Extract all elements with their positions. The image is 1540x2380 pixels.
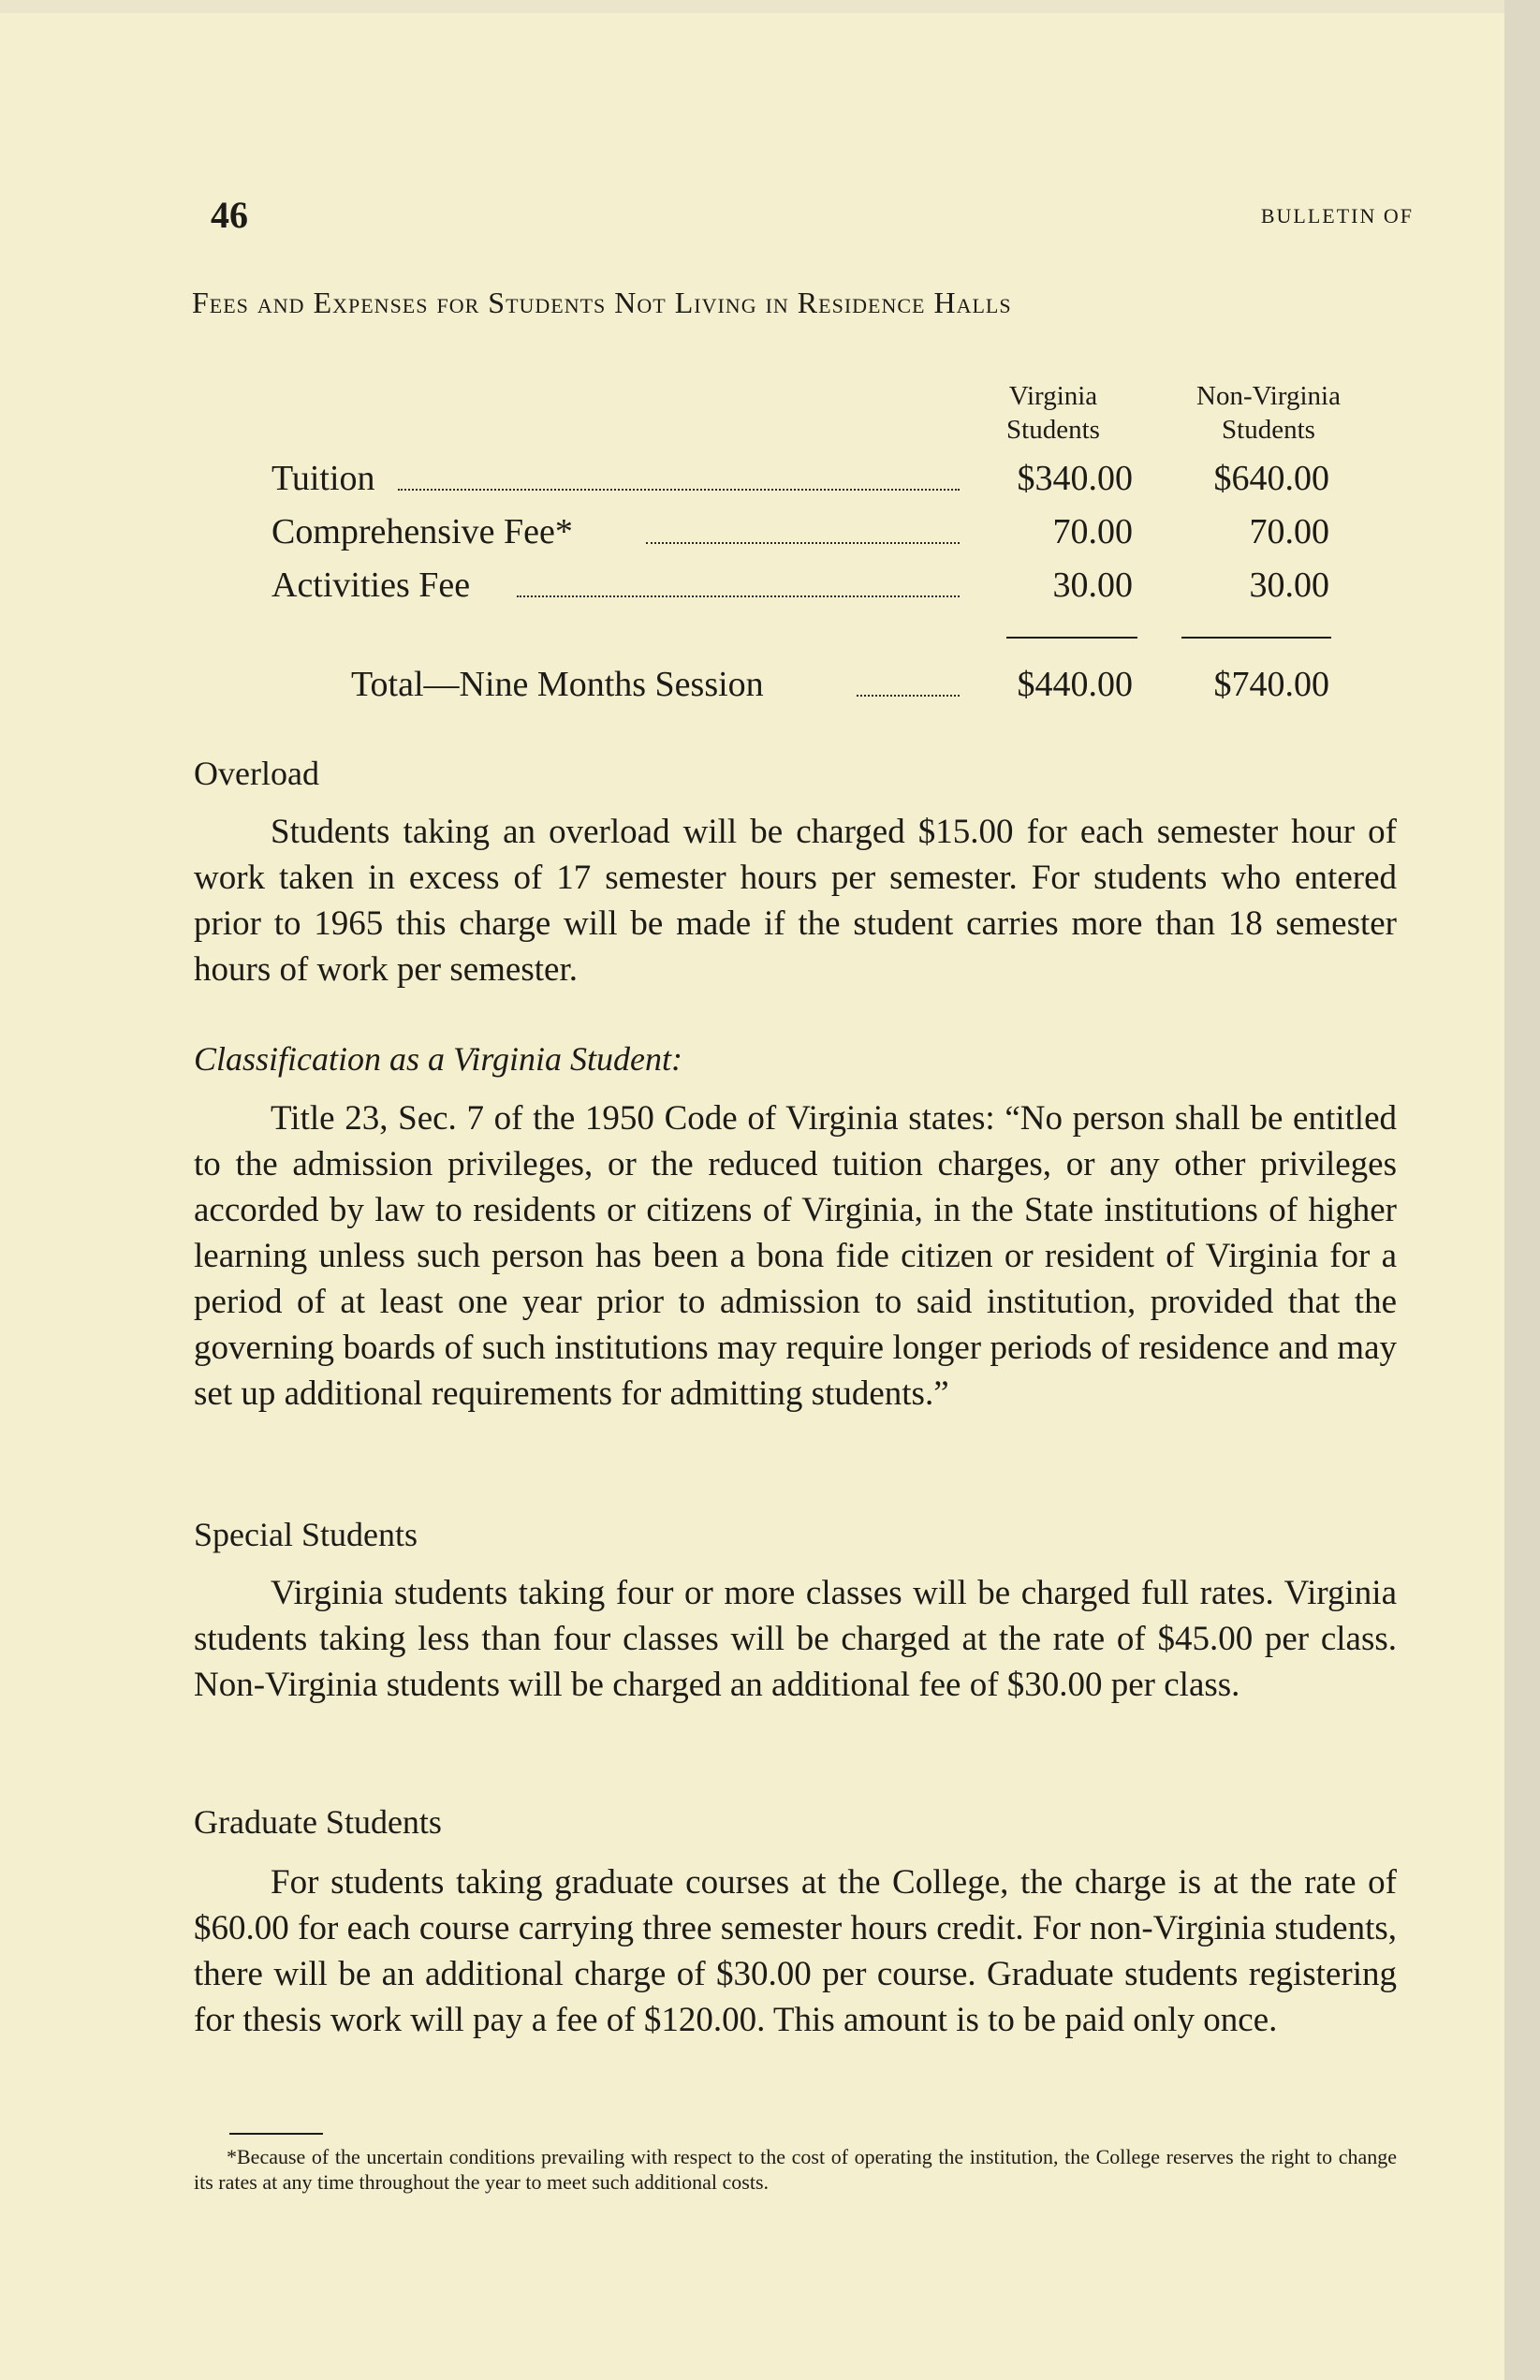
column-header-line: Students <box>1222 415 1315 445</box>
fee-label: Tuition <box>271 459 375 498</box>
fee-value-non-virginia: 30.00 <box>1249 566 1329 605</box>
overload-text: Students taking an overload will be charged $15.00 for each semester hour of work taken in excess of 17 semester hours per semester. For students who entered prior to 1965 this charge will be made if the student carries more than 18 semester hours of work per semester. <box>194 813 1397 989</box>
footnote: *Because of the uncertain conditions prevailing with respect to the cost of operating the institution, the College reserves the right to change its rates at any time throughout the year to meet such additional costs. <box>194 2145 1397 2194</box>
page-number: 46 <box>211 194 248 236</box>
fee-value-non-virginia: 70.00 <box>1249 512 1329 551</box>
footnote-rule <box>229 2133 323 2135</box>
column-header-line: Students <box>1006 415 1100 445</box>
total-value-non-virginia: $740.00 <box>1213 665 1329 704</box>
sum-rule-non-virginia <box>1181 637 1331 639</box>
classification-heading: Classification as a Virginia Student: <box>194 1040 682 1078</box>
classification-text: Title 23, Sec. 7 of the 1950 Code of Virginia states: “No person shall be entitled to the admission privileges, or the reduced tuition charges, or any other privileges accorded by law to residents or citizens of Virginia, in the State institutions of higher learning unless such person has been a bona fide citizen or resident of Virginia for a period of at least one year prior to admission to said institution, provided that the governing boards of such institutions may require longer periods of residence and may set up additional requirements for admitting students.” <box>194 1099 1397 1413</box>
graduate-students-text: For students taking graduate courses at the College, the charge is at the rate of $60.00 for each course carrying three semester hours credit. For non-Virginia students, there will be an additional charge of $30.00 per course. Graduate students registering for thesis work will pay a fee of $120.00. This amount is to be paid only once. <box>194 1863 1397 2039</box>
leader-dots <box>857 695 960 697</box>
fee-row-comprehensive <box>0 508 1540 555</box>
fee-label: Activities Fee <box>271 566 471 605</box>
section-title: Fees and Expenses for Students Not Living in Residence Halls <box>192 286 1012 319</box>
column-header-line: Virginia <box>1008 381 1098 411</box>
fee-value-non-virginia: $640.00 <box>1213 459 1329 498</box>
fee-value-virginia: 70.00 <box>1052 512 1133 551</box>
special-students-text: Virginia students taking four or more classes will be charged full rates. Virginia students taking less than four classes will be charged at the rate of $45.00 per class. Non-Virginia students will be charged an additional fee of $30.00 per class. <box>194 1574 1397 1704</box>
leader-dots <box>398 489 960 491</box>
special-students-heading: Special Students <box>194 1516 418 1553</box>
column-header-non-virginia <box>1161 379 1376 447</box>
total-value-virginia: $440.00 <box>1017 665 1133 704</box>
sum-rule-virginia <box>1006 637 1137 639</box>
leader-dots <box>517 595 960 597</box>
graduate-students-heading: Graduate Students <box>194 1803 442 1841</box>
fee-value-virginia: $340.00 <box>1017 459 1133 498</box>
total-label: Total—Nine Months Session <box>351 665 764 704</box>
column-header-virginia <box>964 379 1142 447</box>
leader-dots <box>646 542 960 544</box>
fee-row-activities <box>0 562 1540 609</box>
overload-heading: Overload <box>194 755 319 792</box>
page-edge-top <box>0 0 1540 13</box>
page-edge-right <box>1504 0 1540 2380</box>
fee-row-total <box>0 661 1540 708</box>
column-header-line: Non-Virginia <box>1196 381 1341 411</box>
fee-label: Comprehensive Fee* <box>271 512 573 551</box>
fee-value-virginia: 30.00 <box>1052 566 1133 605</box>
running-head: BULLETIN OF <box>1260 204 1414 228</box>
fee-row-tuition <box>0 455 1540 502</box>
